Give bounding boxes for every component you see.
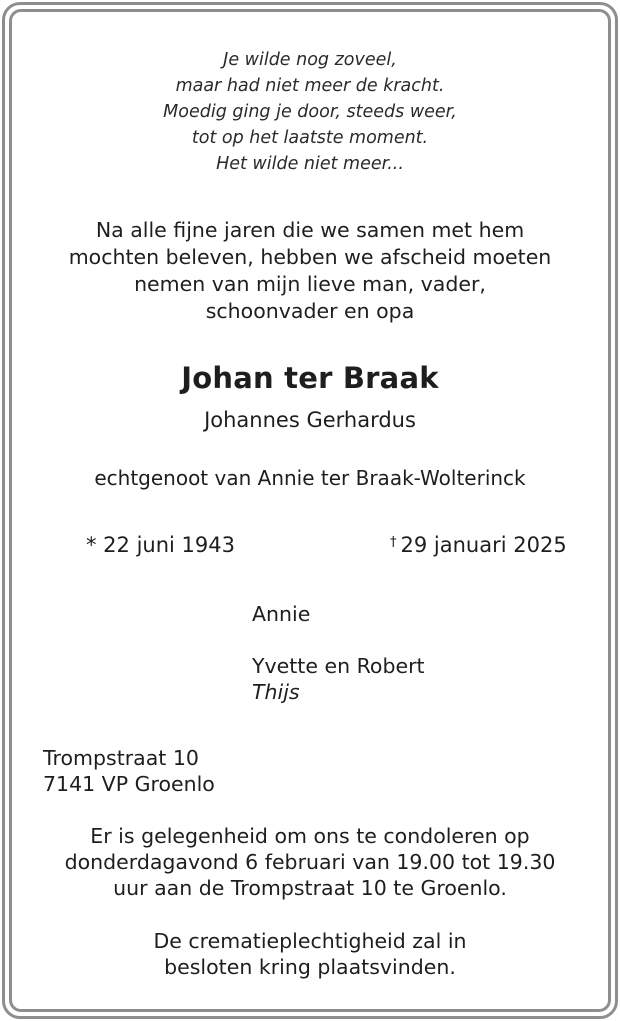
cremation-info: [0, 928, 620, 980]
intro-line: nemen van mijn lieve man, vader,: [134, 272, 486, 296]
address: [43, 745, 215, 797]
cremation-line: De crematieplechtigheid zal in: [153, 929, 467, 953]
mourner-children: Yvette en Robert: [252, 654, 425, 678]
condolence-info: [0, 823, 620, 901]
birth-date: * 22 juni 1943: [86, 533, 235, 557]
intro-text: [0, 217, 620, 325]
intro-line: Na alle fijne jaren die we samen met hem: [95, 218, 525, 242]
intro-line: mochten beleven, hebben we afscheid moeten: [68, 245, 552, 269]
condolence-line: uur aan de Trompstraat 10 te Groenlo.: [113, 876, 507, 900]
poem: [0, 47, 620, 177]
spouse-line: echtgenoot van Annie ter Braak-Wolterinck: [94, 466, 526, 490]
poem-line: Moedig ging je door, steeds weer,: [163, 102, 457, 122]
mourner-wife: Annie: [252, 602, 311, 626]
cremation-line: besloten kring plaatsvinden.: [164, 955, 456, 979]
address-street: Trompstraat 10: [43, 746, 199, 770]
mourner-grandchild: Thijs: [252, 680, 300, 704]
death-date: 29 januari 2025: [400, 533, 567, 557]
intro-line: schoonvader en opa: [205, 299, 415, 323]
death-date-group: [390, 533, 567, 557]
cross-icon: †: [390, 535, 397, 550]
poem-line: maar had niet meer de kracht.: [175, 76, 445, 96]
address-city: 7141 VP Groenlo: [43, 772, 215, 796]
deceased-name: Johan ter Braak: [181, 361, 439, 395]
deceased-given-names: Johannes Gerhardus: [204, 408, 416, 432]
poem-line: Je wilde nog zoveel,: [223, 50, 397, 70]
condolence-line: Er is gelegenheid om ons te condoleren op: [90, 824, 530, 848]
condolence-line: donderdagavond 6 februari van 19.00 tot 19.30: [64, 850, 556, 874]
poem-line: Het wilde niet meer...: [216, 154, 404, 174]
poem-line: tot op het laatste moment.: [191, 128, 429, 148]
